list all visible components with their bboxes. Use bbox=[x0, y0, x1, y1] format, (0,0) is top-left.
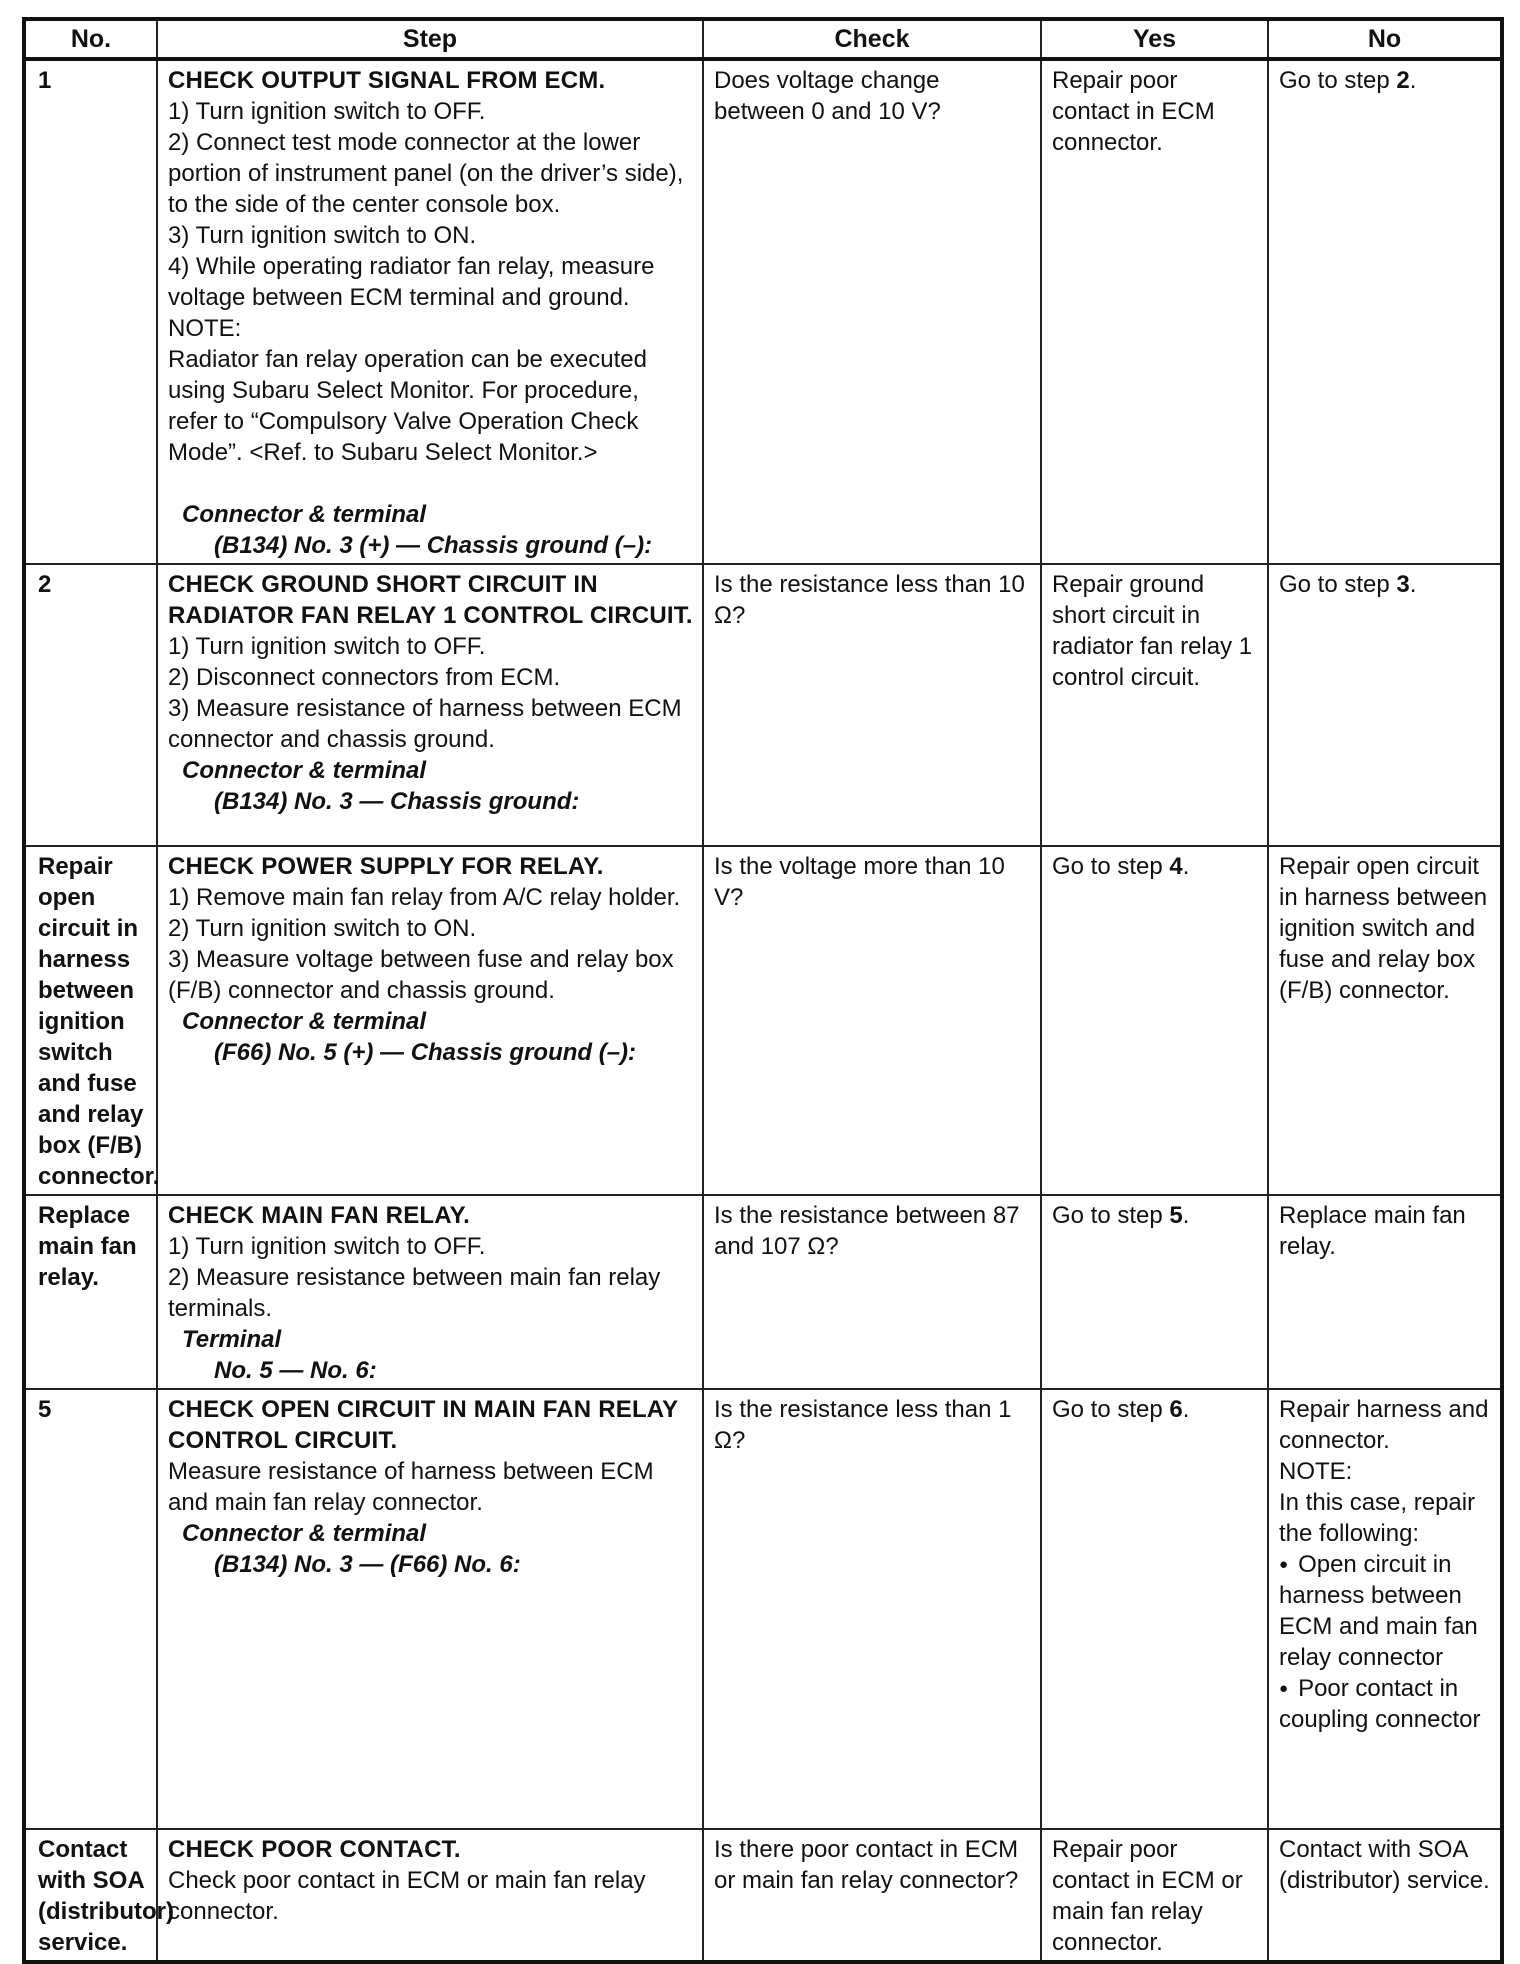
connector-terminal-label: Terminal bbox=[182, 1326, 282, 1353]
step-line: 1) Turn ignition switch to OFF. bbox=[168, 633, 486, 660]
goto-step-number: 3 bbox=[1396, 571, 1410, 598]
step-line: 4) While operating radiator fan relay, measure voltage between ECM terminal and ground. bbox=[168, 253, 655, 311]
goto-text: Go to step bbox=[1052, 1396, 1170, 1423]
goto-step-number: 2 bbox=[1396, 67, 1410, 94]
step-line: 3) Measure resistance of harness between ECM connector and chassis ground. bbox=[168, 695, 682, 753]
yes-cell bbox=[1041, 846, 1268, 1195]
step-cell bbox=[157, 1829, 703, 1962]
step-number: 1 bbox=[24, 59, 157, 564]
step-line: 2) Connect test mode connector at the lower portion of instrument panel (on the driver’s side), to the side of the center console box. bbox=[168, 129, 684, 218]
connector-terminal-value: (B134) No. 3 (+) — Chassis ground (–): bbox=[214, 532, 653, 559]
table-row bbox=[24, 846, 1502, 1195]
header-yes: Yes bbox=[1041, 19, 1268, 59]
connector-terminal-label: Connector & terminal bbox=[182, 1008, 427, 1035]
connector-terminal-value: (B134) No. 3 — (F66) No. 6: bbox=[214, 1551, 521, 1578]
table-header bbox=[24, 19, 1502, 59]
bullet-item: ● Poor contact in coupling connector bbox=[1279, 1673, 1492, 1735]
table-body bbox=[24, 59, 1502, 1962]
step-title: CHECK OPEN CIRCUIT IN MAIN FAN RELAY CONTROL CIRCUIT. bbox=[168, 1396, 678, 1454]
goto-suffix: . bbox=[1409, 571, 1417, 598]
step-number: Contact with SOA (distributor) service. bbox=[24, 1829, 157, 1962]
check-cell: Is the resistance between 87 and 107 Ω? bbox=[703, 1195, 1041, 1389]
check-cell: Is the resistance less than 10 Ω? bbox=[703, 564, 1041, 846]
goto-suffix: . bbox=[1182, 1202, 1190, 1229]
step-line: 3) Measure voltage between fuse and relay box (F/B) connector and chassis ground. bbox=[168, 946, 674, 1004]
goto-text: Go to step bbox=[1052, 1202, 1170, 1229]
table-row bbox=[24, 564, 1502, 846]
step-note-label: NOTE: bbox=[168, 315, 242, 342]
yes-cell: Repair ground short circuit in radiator fan relay 1 control circuit. bbox=[1041, 564, 1268, 846]
step-cell bbox=[157, 564, 703, 846]
step-number: 2 bbox=[24, 564, 157, 846]
goto-suffix: . bbox=[1409, 67, 1417, 94]
yes-cell bbox=[1041, 1195, 1268, 1389]
no-cell bbox=[1268, 1389, 1502, 1829]
header-row bbox=[24, 19, 1502, 59]
table-row bbox=[24, 1389, 1502, 1829]
no-cell bbox=[1268, 59, 1502, 564]
no-cell: Repair open circuit in harness between ignition switch and fuse and relay box (F/B) connector. bbox=[1268, 846, 1502, 1195]
no-cell bbox=[1268, 564, 1502, 846]
step-title: CHECK GROUND SHORT CIRCUIT IN RADIATOR FAN RELAY 1 CONTROL CIRCUIT. bbox=[168, 571, 693, 629]
goto-step-number: 6 bbox=[1169, 1396, 1183, 1423]
goto-suffix: . bbox=[1182, 853, 1190, 880]
step-line: 2) Measure resistance between main fan relay terminals. bbox=[168, 1264, 661, 1322]
header-step: Step bbox=[157, 19, 703, 59]
step-cell bbox=[157, 59, 703, 564]
header-no: No. bbox=[24, 19, 157, 59]
step-number: Replace main fan relay. bbox=[24, 1195, 157, 1389]
step-line: 2) Disconnect connectors from ECM. bbox=[168, 664, 561, 691]
connector-terminal-value: (F66) No. 5 (+) — Chassis ground (–): bbox=[214, 1039, 637, 1066]
spacer bbox=[168, 468, 694, 499]
step-line: 2) Turn ignition switch to ON. bbox=[168, 915, 477, 942]
check-cell: Is the voltage more than 10 V? bbox=[703, 846, 1041, 1195]
result-note-label: NOTE: bbox=[1279, 1458, 1353, 1485]
connector-terminal-value: No. 5 — No. 6: bbox=[214, 1357, 377, 1384]
step-number: 5 bbox=[24, 1389, 157, 1829]
step-line: 1) Turn ignition switch to OFF. bbox=[168, 1233, 486, 1260]
connector-terminal-label: Connector & terminal bbox=[182, 501, 427, 528]
table-row bbox=[24, 59, 1502, 564]
goto-suffix: . bbox=[1182, 1396, 1190, 1423]
yes-cell bbox=[1041, 1389, 1268, 1829]
step-line: 1) Turn ignition switch to OFF. bbox=[168, 98, 486, 125]
step-number: Repair open circuit in harness between ignition switch and fuse and relay box (F/B) connector. bbox=[24, 846, 157, 1195]
yes-cell: Repair poor contact in ECM or main fan relay connector. bbox=[1041, 1829, 1268, 1962]
step-cell bbox=[157, 846, 703, 1195]
check-cell: Is the resistance less than 1 Ω? bbox=[703, 1389, 1041, 1829]
header-check: Check bbox=[703, 19, 1041, 59]
step-cell bbox=[157, 1195, 703, 1389]
step-line: 3) Turn ignition switch to ON. bbox=[168, 222, 477, 249]
step-line: 1) Remove main fan relay from A/C relay holder. bbox=[168, 884, 681, 911]
goto-text: Go to step bbox=[1279, 67, 1397, 94]
no-cell: Replace main fan relay. bbox=[1268, 1195, 1502, 1389]
check-cell: Does voltage change between 0 and 10 V? bbox=[703, 59, 1041, 564]
table-row bbox=[24, 1829, 1502, 1962]
step-line: Check poor contact in ECM or main fan relay connector. bbox=[168, 1867, 646, 1925]
goto-text: Go to step bbox=[1279, 571, 1397, 598]
step-note-text: Radiator fan relay operation can be executed using Subaru Select Monitor. For procedure, refer to “Compulsory Valve Operation Check Mode”. <Ref. to Subaru Select Monitor.> bbox=[168, 346, 647, 466]
step-line: Measure resistance of harness between ECM and main fan relay connector. bbox=[168, 1458, 654, 1516]
result-line: Repair harness and connector. bbox=[1279, 1396, 1489, 1454]
step-title: CHECK OUTPUT SIGNAL FROM ECM. bbox=[168, 67, 606, 94]
goto-text: Go to step bbox=[1052, 853, 1170, 880]
goto-step-number: 4 bbox=[1169, 853, 1183, 880]
connector-terminal-label: Connector & terminal bbox=[182, 757, 427, 784]
step-title: CHECK MAIN FAN RELAY. bbox=[168, 1202, 471, 1229]
connector-terminal-label: Connector & terminal bbox=[182, 1520, 427, 1547]
yes-cell: Repair poor contact in ECM connector. bbox=[1041, 59, 1268, 564]
result-line: In this case, repair the following: bbox=[1279, 1489, 1476, 1547]
bullet-item: ● Open circuit in harness between ECM and main fan relay connector bbox=[1279, 1549, 1492, 1673]
table-row bbox=[24, 1195, 1502, 1389]
step-title: CHECK POOR CONTACT. bbox=[168, 1836, 461, 1863]
step-title: CHECK POWER SUPPLY FOR RELAY. bbox=[168, 853, 604, 880]
goto-step-number: 5 bbox=[1169, 1202, 1183, 1229]
no-cell: Contact with SOA (distributor) service. bbox=[1268, 1829, 1502, 1962]
diagnostic-table bbox=[22, 17, 1504, 1964]
connector-terminal-value: (B134) No. 3 — Chassis ground: bbox=[214, 788, 580, 815]
header-no-result: No bbox=[1268, 19, 1502, 59]
step-cell bbox=[157, 1389, 703, 1829]
check-cell: Is there poor contact in ECM or main fan relay connector? bbox=[703, 1829, 1041, 1962]
